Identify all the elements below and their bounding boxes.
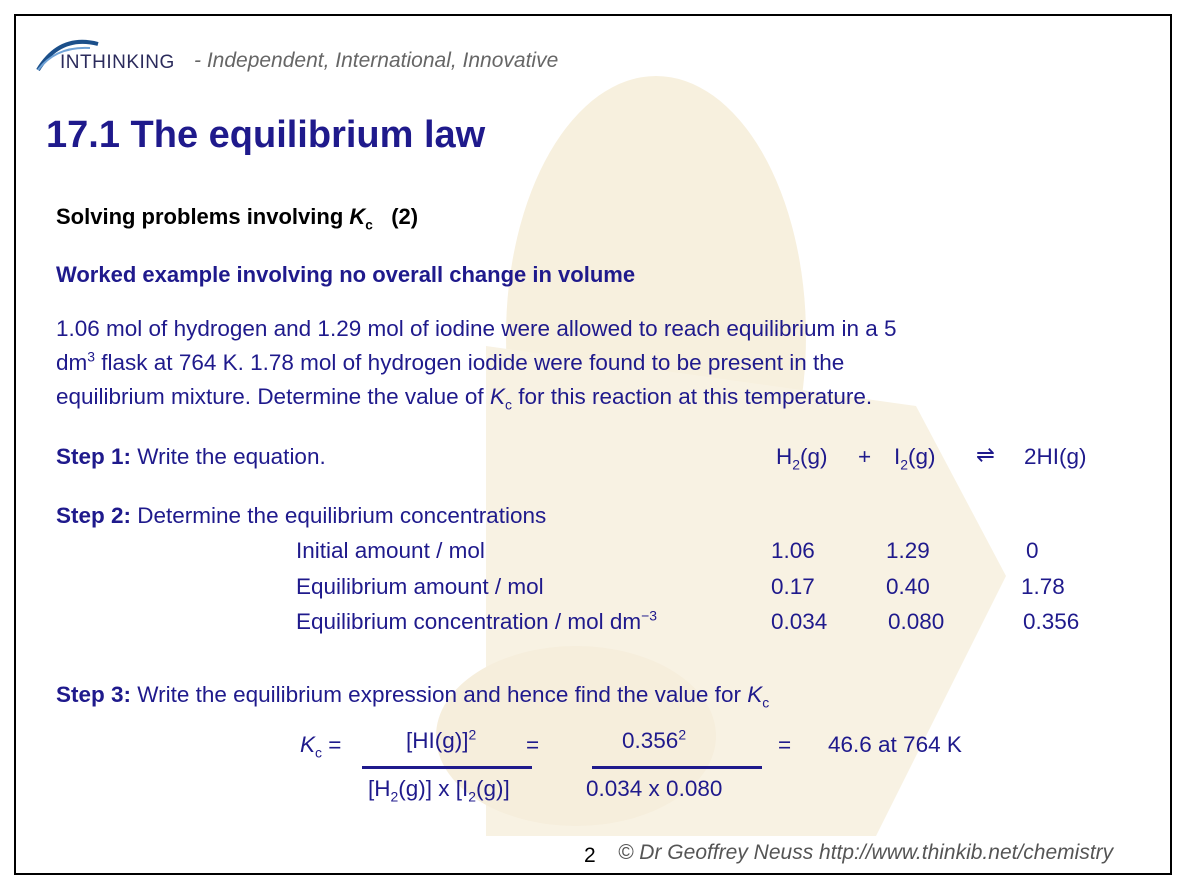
step3: Step 3: Write the equilibrium expression and hence find the value for $K_c$: [56, 682, 770, 711]
row-initial-hi: 0: [1026, 538, 1039, 563]
page-title: 17.1 The equilibrium law: [46, 114, 486, 156]
row-eq-amount-label: Equilibrium amount / mol: [296, 574, 544, 599]
fraction-bar-value: [592, 766, 762, 769]
problem-line-1: 1.06 mol of hydrogen and 1.29 mol of iodine were allowed to reach equilibrium in a 5: [56, 316, 897, 341]
section-subtitle: Solving problems involving $K_c$ (2): [56, 204, 419, 233]
row-eq-conc-hi: 0.356: [1023, 609, 1080, 634]
plus-sign: +: [858, 444, 872, 469]
product-hi: 2HI(g): [1024, 444, 1087, 469]
denominator-expression: $[H_2(g)]$ x $[I_2(g)]$: [368, 776, 510, 805]
kc-lhs: $K_c$ =: [300, 732, 342, 761]
equals-sign-2: =: [778, 732, 792, 757]
reactant-i2: $I_2(g)$: [894, 444, 936, 473]
footer-credit: © Dr Geoffrey Neuss http://www.thinkib.net/chemistry: [618, 841, 1114, 864]
kc-result: 46.6 at 764 K: [828, 732, 962, 757]
page-number: 2: [584, 844, 596, 867]
row-eq-conc-label: Equilibrium concentration / mol $dm^{-3}$: [296, 607, 658, 634]
slide: [14, 14, 1172, 875]
reactant-h2: $H_2(g)$: [776, 444, 828, 473]
logo-text: INTHINKING: [60, 52, 175, 73]
row-eq-amount-h2: 0.17: [771, 574, 815, 599]
worked-example-heading: Worked example involving no overall change in volume: [56, 262, 636, 287]
problem-line-2: $dm^3$ flask at 764 K. 1.78 mol of hydrogen iodide were found to be present in the: [56, 348, 845, 375]
row-eq-conc-h2: 0.034: [771, 609, 828, 634]
equilibrium-arrow-icon: ⇌: [976, 442, 995, 467]
row-eq-conc-i2: 0.080: [888, 609, 945, 634]
step1: Step 1: Write the equation.: [56, 444, 326, 469]
numerator-value: 0.356$^2$: [622, 726, 687, 753]
row-initial-h2: 1.06: [771, 538, 815, 563]
row-initial-i2: 1.29: [886, 538, 930, 563]
row-eq-amount-i2: 0.40: [886, 574, 930, 599]
row-initial-label: Initial amount / mol: [296, 538, 485, 563]
denominator-value: 0.034 x 0.080: [586, 776, 723, 801]
equals-sign-1: =: [526, 732, 540, 757]
row-eq-amount-hi: 1.78: [1021, 574, 1065, 599]
step2: Step 2: Determine the equilibrium concentrations: [56, 503, 547, 528]
tagline: - Independent, International, Innovative: [194, 49, 559, 72]
numerator-expression: $[HI(g)]^2$: [406, 726, 477, 753]
problem-line-3: equilibrium mixture. Determine the value of $K_c$ for this reaction at this temperature.: [56, 384, 873, 413]
fraction-bar-expression: [362, 766, 532, 769]
